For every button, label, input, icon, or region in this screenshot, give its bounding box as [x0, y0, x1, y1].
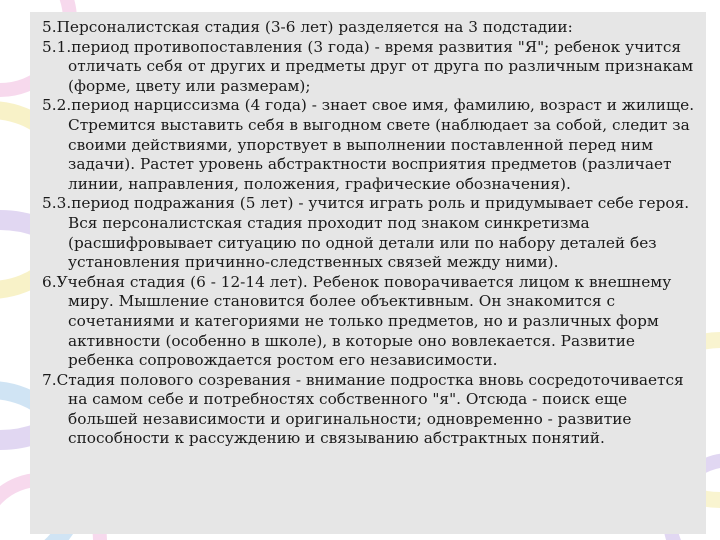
- paragraph-stage-5-3: 5.3.период подражания (5 лет) - учится играть роль и придумывает себе героя. Вся персоналистская стадия проходит под знаком синкретизма (расшифровывает ситуацию по одной детали или по набору деталей без установления причинно-следственных связей между ними).: [42, 194, 690, 272]
- paragraph-stage-5: 5.Персоналистская стадия (3-6 лет) разделяется на 3 подстадии:: [42, 18, 573, 36]
- paragraph-stage-7: 7.Стадия полового созревания - внимание подростка вновь сосредоточивается на самом себе и потребностях собственного "я". Отсюда - поиск еще большей независимости и оригинальности; одновременно - развитие способности к рассуждению и связыванию абстрактных понятий.: [42, 370, 684, 448]
- paragraph-stage-5-2: 5.2.период нарциссизма (4 года) - знает свое имя, фамилию, возраст и жилище. Стремится выставить себя в выгодном свете (наблюдает за собой, следит за своими действиями, упорствует в выполнении поставленной перед ним задачи). Растет уровень абстрактности восприятия предметов (различает линии, направления, положения, графические обозначения).: [42, 96, 695, 193]
- paragraph-stage-6: 6.Учебная стадия (6 - 12-14 лет). Ребенок поворачивается лицом к внешнему миру. Мышление становится более объективным. Он знакомится с сочетаниями и категориями не только предметов, но и различных форм активности (особенно в школе), в которые оно вовлекается. Развитие ребенка сопровождается ростом его независимости.: [42, 272, 672, 370]
- paragraph-stage-5-1: 5.1.период противопоставления (3 года) - время развития "Я"; ребенок учится отличать себя от других и предметы друг от друга по различным признакам (форме, цвету или размерам);: [42, 37, 694, 95]
- text-box: [30, 12, 706, 534]
